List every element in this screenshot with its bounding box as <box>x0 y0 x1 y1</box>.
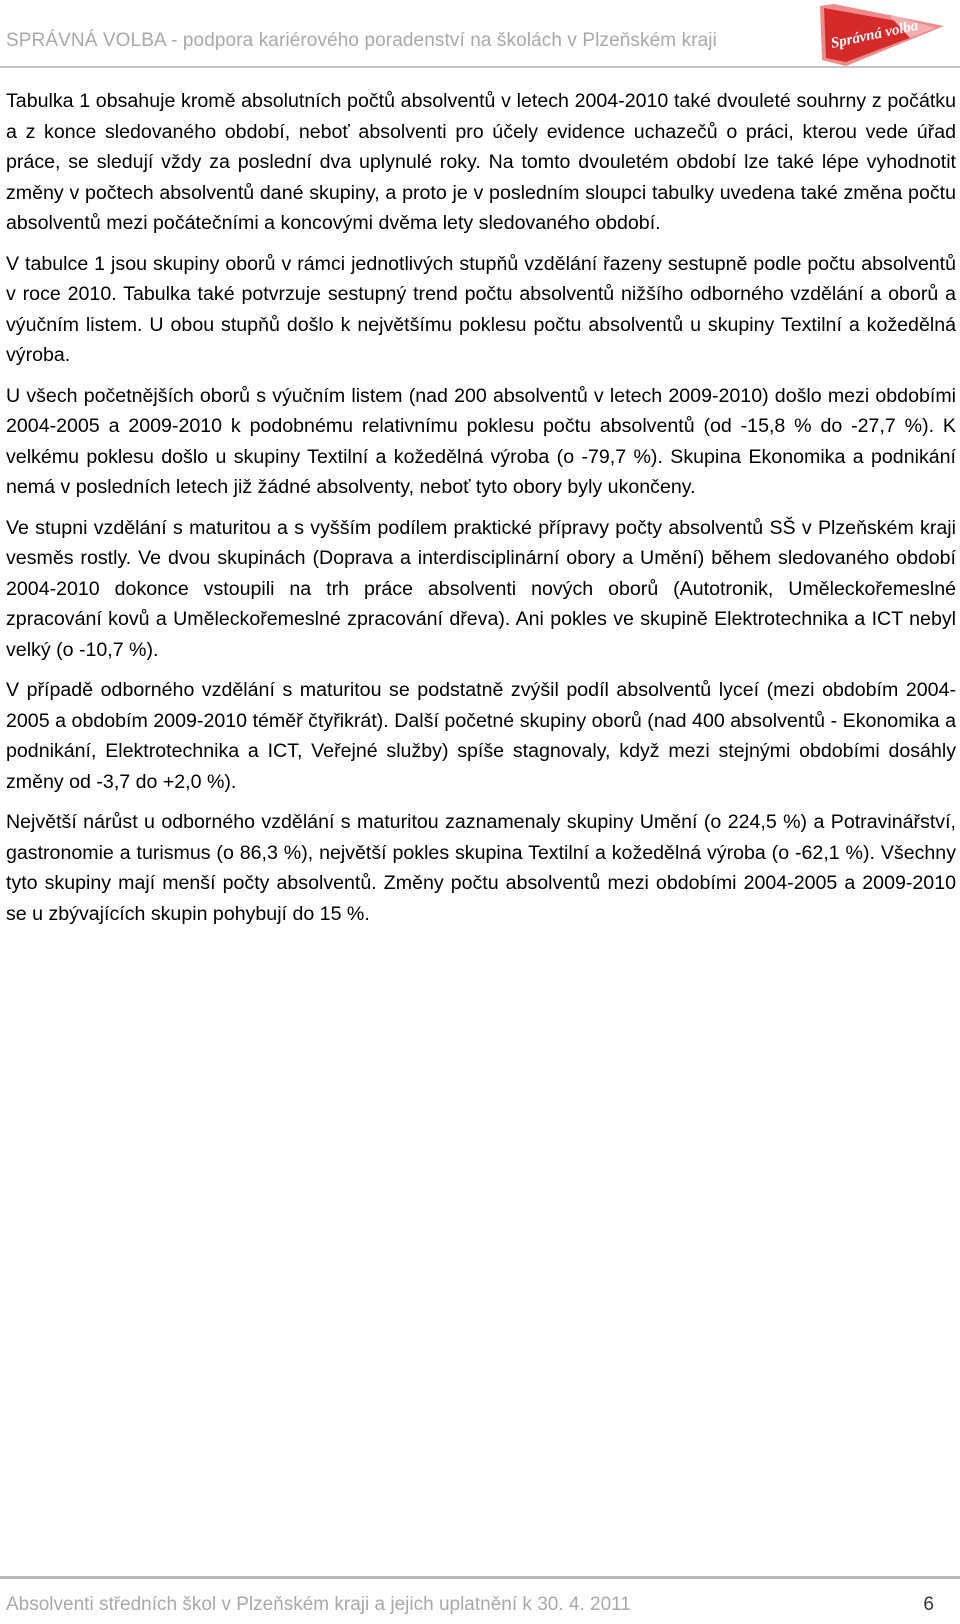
paragraph-6: Největší nárůst u odborného vzdělání s maturitou zaznamenaly skupiny Umění (o 224,5 %) a Potravinářství, gastronomie a turismus (o 86,3 %), největší pokles skupina Textilní a kožedělná výroba (o -62,1 %). Všechny tyto skupiny mají menší počty absolventů. Změny počtu absolventů mezi obdobími 2004-2005 a 2009-2010 se u zbývajících skupin pohybují do 15 %. <box>6 811 956 925</box>
page-header <box>0 0 960 70</box>
footer-divider <box>0 1576 960 1579</box>
paragraph-1: Tabulka 1 obsahuje kromě absolutních počtů absolventů v letech 2004-2010 také dvouleté souhrny z počátku a z konce sledovaného období, neboť absolventi pro účely evidence uchazečů o práci, kterou vede úřad práce, se sledují vždy za poslední dva uplynulé roky. Na tomto dvouletém období lze také lépe vyhodnotit změny v počtech absolventů dané skupiny, a proto je v posledním sloupci tabulky uvedena také změna počtu absolventů mezi počátečními a koncovými dvěma lety sledovaného období. <box>6 90 956 234</box>
header-title: SPRÁVNÁ VOLBA - podpora kariérového poradenství na školách v Plzeňském kraji <box>6 30 717 51</box>
header-divider <box>0 66 960 68</box>
page-number: 6 <box>923 1594 934 1615</box>
paragraph-3: U všech početnějších oborů s výučním listem (nad 200 absolventů v letech 2009-2010) došlo mezi obdobími 2004-2005 a 2009-2010 k podobnému relativnímu poklesu počtu absolventů (od -15,8 % do -27,7 %). K velkému poklesu došlo u skupiny Textilní a kožedělná výroba (o -79,7 %). Skupina Ekonomika a podnikání nemá v posledních letech již žádné absolventy, neboť tyto obory byly ukončeny. <box>6 384 956 498</box>
paragraph-5: V případě odborného vzdělání s maturitou se podstatně zvýšil podíl absolventů lyceí (mezi obdobím 2004-2005 a obdobím 2009-2010 téměř čtyřikrát). Další početné skupiny oborů (nad 400 absolventů - Ekonomika a podnikání, Elektrotechnika a ICT, Veřejné služby) spíše stagnovaly, když mezi stejnými obdobími dosáhly změny od -3,7 do +2,0 %). <box>6 679 956 793</box>
paragraph-2: V tabulce 1 jsou skupiny oborů v rámci jednotlivých stupňů vzdělání řazeny sestupně podle počtu absolventů v roce 2010. Tabulka také potvrzuje sestupný trend počtu absolventů nižšího odborného vzdělání a oborů a výučním listem. U obou stupňů došlo k největšímu poklesu počtu absolventů u skupiny Textilní a kožedělná výroba. <box>6 252 956 366</box>
document-body <box>6 86 956 939</box>
svg-text:Správná volba: Správná volba <box>829 17 920 52</box>
footer-title: Absolventi středních škol v Plzeňském kraji a jejich uplatnění k 30. 4. 2011 <box>6 1594 631 1615</box>
spravna-volba-logo <box>818 4 952 68</box>
paragraph-4: Ve stupni vzdělání s maturitou a s vyšším podílem praktické přípravy počty absolventů SŠ v Plzeňském kraji vesměs rostly. Ve dvou skupinách (Doprava a interdisciplinární obory a Umění) během sledovaného období 2004-2010 dokonce vstoupili na trh práce absolventi nových oborů (Autotronik, Uměleckořemeslné zpracování kovů a Uměleckořemeslné zpracování dřeva). Ani pokles ve skupině Elektrotechnika a ICT nebyl velký (o -10,7 %). <box>6 516 956 661</box>
